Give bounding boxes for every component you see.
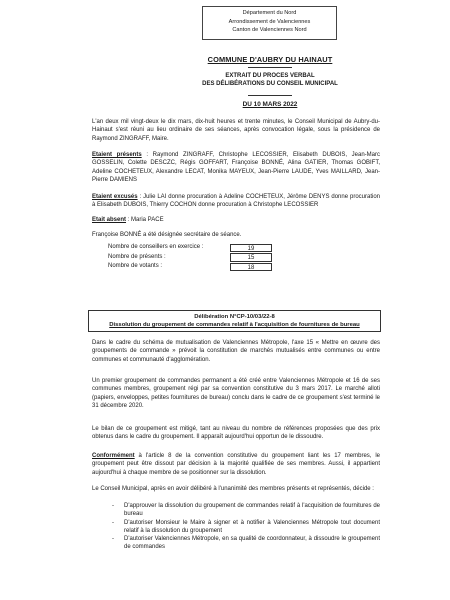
list-item xyxy=(112,502,380,519)
excuses-paragraph xyxy=(92,193,380,210)
paragraph-5: Le Conseil Municipal, après en avoir délibéré à l'unanimité des membres présents et représentés, décide : xyxy=(92,486,374,492)
decision-text: D'autoriser Valenciennes Métropole, en sa qualité de coordonnateur, à dissoudre le groupement de commandes xyxy=(124,536,380,551)
presents-text: : Raymond ZINGRAFF, Christophe LECOSSIER, Elisabeth DUBOIS, Jean-Marc GOSSELIN, Colette DESCZC, Régis GOFFART, Françoise BONNÉ, Alina GATIER, Thomas GOBIFT, Adeline COCHETEUX, Alexandre LECAT, Monika MAYEUX, Jean-Pierre LAUDE, Yves MAILLARD, Jean-Pierre DAMIENS xyxy=(92,152,380,183)
count-row xyxy=(108,262,273,272)
paragraph-2: Un premier groupement de commandes permanent a été créé entre Valenciennes Métropole et 16 de ses communes membres, groupement régi par sa convention constitutive du 3 mars 2017. Le marché alloti (papiers, enveloppes, petites fournitures de bureau) conclu dans le cadre de ce groupement s'est terminé le 31 décembre 2020. xyxy=(92,378,380,409)
deliberation-subject: Dissolution du groupement de commandes relatif à l'acquisition de fournitures de bureau xyxy=(109,322,360,329)
presents-paragraph xyxy=(92,151,380,184)
extrait-line-1: EXTRAIT DU PROCES VERBAL xyxy=(225,73,315,79)
meeting-date: DU 10 MARS 2022 xyxy=(242,101,298,108)
arrondissement-line: Arrondissement de Valenciennes xyxy=(228,18,311,25)
count-value: 18 xyxy=(230,263,272,272)
title-divider xyxy=(248,67,292,68)
count-label: Nombre de votants : xyxy=(108,263,163,270)
presents-label: Etaient présents xyxy=(92,152,142,158)
extrait-heading xyxy=(150,72,390,89)
deliberation-number: Délibération N°CP-10/03/22-8 xyxy=(194,313,275,320)
count-value: 19 xyxy=(230,244,272,253)
decision-list xyxy=(112,502,380,552)
decision-text: D'autoriser Monsieur le Maire à signer et à notifier à Valenciennes Métropole tout document relatif à la dissolution du groupement xyxy=(124,519,380,534)
vote-counts xyxy=(108,243,273,272)
secretary-paragraph: Françoise BONNÉ a été désignée secrétaire de séance. xyxy=(92,232,242,238)
count-value: 15 xyxy=(230,253,272,262)
heading-divider xyxy=(248,95,292,96)
paragraph-4 xyxy=(92,452,380,477)
decision-text: D'approuver la dissolution du groupement de commandes relatif à l'acquisition de fournitures de bureau xyxy=(124,503,380,518)
bullet-mark: - xyxy=(112,503,114,509)
absent-label: Etait absent xyxy=(92,217,127,223)
bullet-mark: - xyxy=(112,536,114,543)
paragraph-1: Dans le cadre du schéma de mutualisation de Valenciennes Métropole, l'axe 15 « Mettre en œuvre des groupements de commande » prévoit la constitution de marchés mutualisés entre communes ou entre communes et communauté d'agglomération. xyxy=(92,340,380,363)
excuses-text: : Julie LAI donne procuration à Adeline COCHETEUX, Jérôme DENYS donne procuration à Elisabeth DUBOIS, Thierry COCHON donne procuration à Christophe LECOSSIER xyxy=(92,194,380,209)
canton-line: Canton de Valenciennes Nord xyxy=(232,27,307,34)
commune-title: COMMUNE D'AUBRY DU HAINAUT xyxy=(207,55,333,64)
header-box xyxy=(202,6,337,40)
extrait-line-2: DES DÉLIBÉRATIONS DU CONSEIL MUNICIPAL xyxy=(202,81,338,88)
count-row xyxy=(108,253,273,263)
absent-text: : Maria PACE xyxy=(126,217,164,223)
list-item xyxy=(112,535,380,552)
excuses-label: Etaient excusés xyxy=(92,194,138,200)
absent-paragraph xyxy=(92,216,380,224)
bullet-mark: - xyxy=(112,519,114,526)
deliberation-box xyxy=(88,310,381,332)
paragraph-4-text: à l'article 8 de la convention constitutive du groupement liant les 17 membres, le groupement peut être dissout par décision à la majorité qualifiée de ses membres. Aussi, il appartient aujourd'hui à chaque membre de se positionner sur la dissolution. xyxy=(92,453,380,476)
count-label: Nombre de conseillers en exercice : xyxy=(108,244,204,250)
count-row xyxy=(108,243,273,253)
department-line: Département du Nord xyxy=(242,10,297,16)
paragraph-4-label: Conformément xyxy=(92,453,135,459)
list-item xyxy=(112,519,380,536)
paragraph-3: Le bilan de ce groupement est mitigé, tant au niveau du nombre de références proposées que des prix obtenus dans le cadre du groupement. Il apparaît aujourd'hui opportun de le dissoudre. xyxy=(92,426,380,441)
intro-paragraph: L'an deux mil vingt-deux le dix mars, dix-huit heures et trente minutes, le Conseil Municipal de Aubry-du-Hainaut s'est réuni au lieu ordinaire de ses séances, après convocation légale, sous la présidence de Raymond ZINGRAFF, Maire. xyxy=(92,119,380,142)
count-label: Nombre de présents : xyxy=(108,253,166,260)
